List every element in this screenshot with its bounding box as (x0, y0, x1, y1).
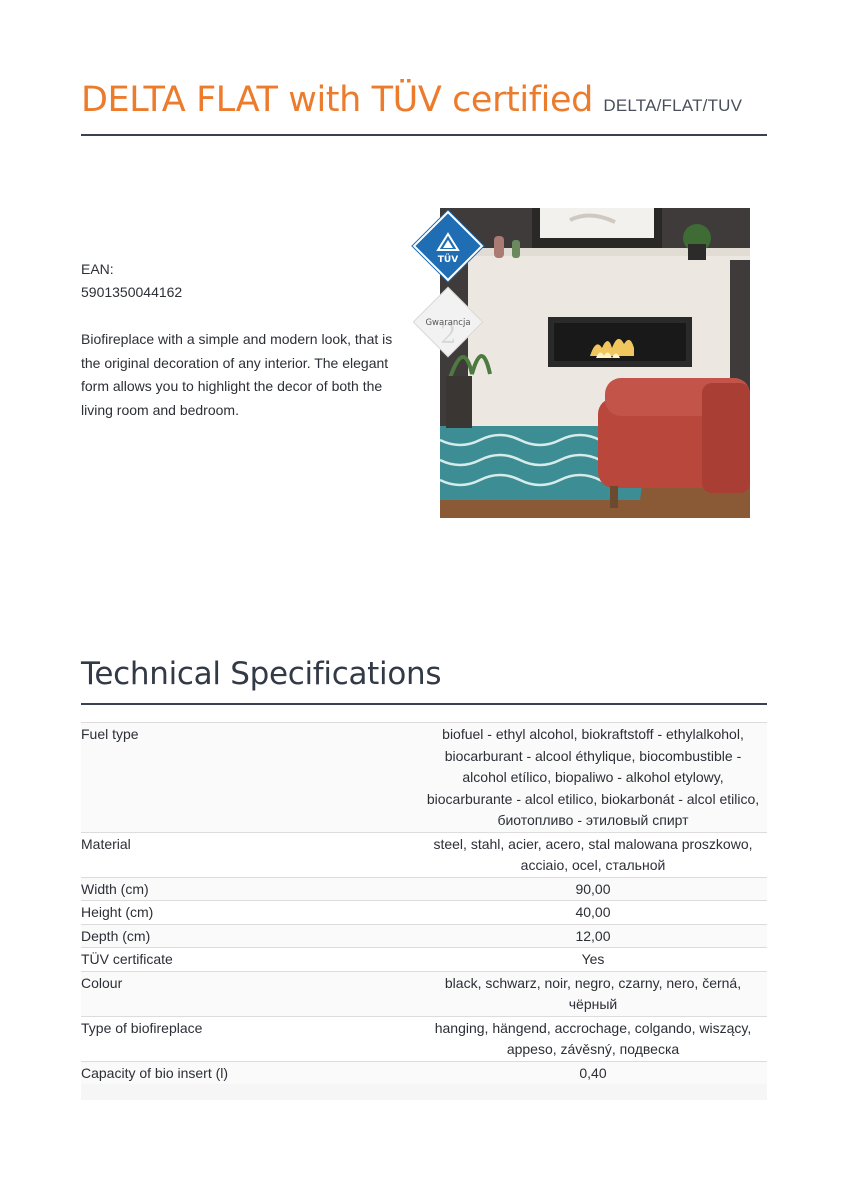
table-row (81, 1062, 767, 1086)
specs-table-footer (81, 1084, 767, 1100)
table-row (81, 1017, 767, 1062)
specs-heading: Technical Specifications (81, 656, 767, 705)
table-row (81, 723, 767, 833)
table-row (81, 833, 767, 878)
spec-label: Height (cm) (81, 904, 154, 920)
spec-value: Yes (581, 951, 605, 967)
page-header (81, 80, 767, 136)
product-title: DELTA FLAT with TÜV certified (81, 80, 593, 120)
spec-value: black, schwarz, noir, negro, czarny, nero, černá, чёрный (444, 974, 742, 1012)
ean-value: 5901350044162 (81, 284, 183, 300)
specs-table (81, 722, 767, 1085)
spec-label: Capacity of bio insert (l) (81, 1064, 229, 1081)
ean-label: EAN: (81, 261, 114, 277)
spec-label: TÜV certificate (81, 951, 173, 967)
spec-value: hanging, hängend, accrochage, colgando, wiszący, appeso, závěsný, подвеска (434, 1019, 752, 1057)
table-row (81, 925, 767, 949)
warranty-label: Gwarancja (425, 318, 471, 328)
warranty-years: 2 (440, 320, 457, 350)
table-row (81, 878, 767, 902)
spec-label: Colour (81, 974, 123, 991)
product-code: DELTA/FLAT/TUV (603, 96, 743, 115)
tuv-badge-label: TÜV (437, 255, 459, 265)
spec-value: 90,00 (575, 880, 611, 897)
spec-label: Material (81, 835, 131, 852)
table-row (81, 972, 767, 1017)
spec-label: Width (cm) (81, 880, 149, 897)
spec-label: Fuel type (81, 726, 139, 742)
spec-value: 40,00 (575, 904, 611, 920)
spec-value: steel, stahl, acier, acero, stal malowana proszkowo, acciaio, ocel, стальной (433, 835, 753, 873)
product-photo (440, 208, 750, 518)
spec-value: 0,40 (579, 1064, 607, 1081)
spec-label: Depth (cm) (81, 927, 151, 944)
fireplace-room-illustration (440, 208, 750, 518)
spec-label: Type of biofireplace (81, 1019, 203, 1036)
spec-value: biofuel - ethyl alcohol, biokraftstoff - ethylalkohol, biocarburant - alcool éthylique, biocombustible - alcohol etílico, biopaliwo - alkohol etylowy, biocarburante - alcol etilico, biokarbonát - alcol etilico, биотопливо - этиловый спирт (426, 726, 760, 828)
spec-value: 12,00 (575, 927, 611, 944)
table-row (81, 901, 767, 925)
tuv-triangle-icon (436, 232, 460, 252)
product-description: Biofireplace with a simple and modern look, that is the original decoration of any interior. The elegant form allows you to highlight the decor of both the living room and bedroom. (81, 331, 393, 418)
table-row (81, 948, 767, 972)
